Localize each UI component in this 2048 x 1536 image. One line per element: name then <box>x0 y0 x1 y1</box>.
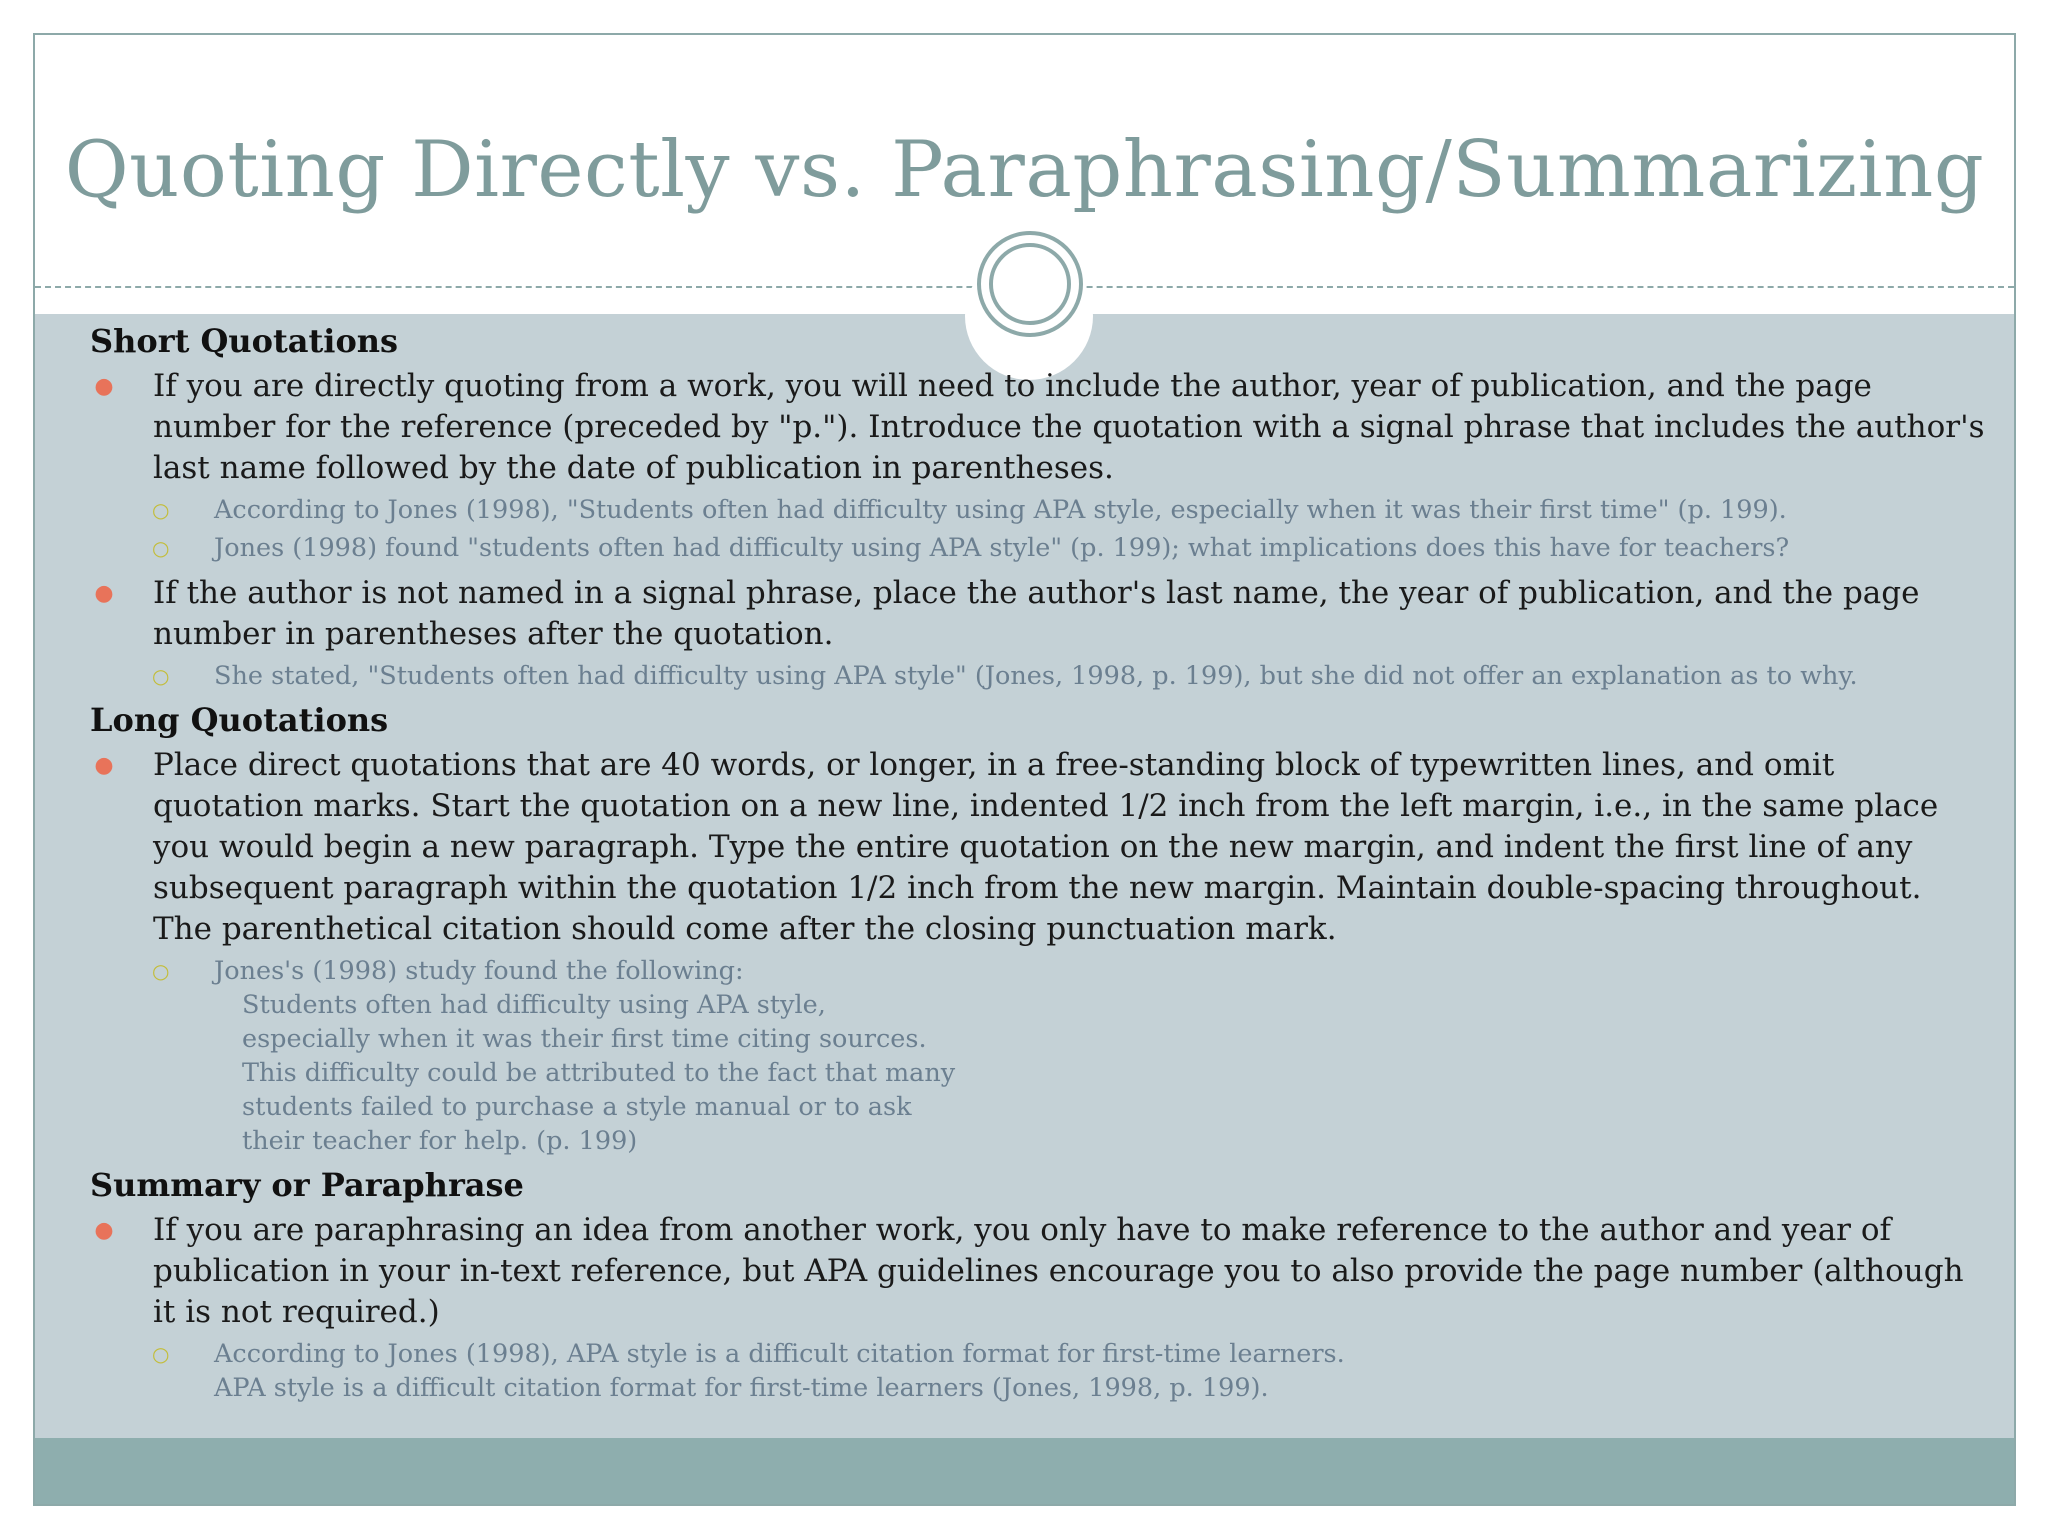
block-quote-line: This difficulty could be attributed to the fact that many <box>242 1058 956 1088</box>
heading-long-quotations: Long Quotations <box>90 701 389 739</box>
footer-band <box>35 1438 2014 1506</box>
sub-bullet-text: She stated, "Students often had difficulty using APA style" (Jones, 1998, p. 199), but she did not offer an explanation as to why. <box>214 661 1858 691</box>
block-quote-line: especially when it was their first time citing sources. <box>242 1024 927 1054</box>
block-quotation <box>214 988 1990 1158</box>
hollow-circle-bullet-icon: ○ <box>152 959 170 983</box>
slide-title: Quoting Directly vs. Paraphrasing/Summarizing <box>64 125 1985 215</box>
filled-circle-bullet-icon: ● <box>94 374 114 399</box>
sub-bullet-text: Jones (1998) found "students often had difficulty using APA style" (p. 199); what implications does this have for teachers? <box>214 533 1790 563</box>
slide-frame <box>33 33 2016 1506</box>
heading-short-quotations: Short Quotations <box>90 322 399 360</box>
block-quote-line: Students often had difficulty using APA style, <box>242 990 826 1020</box>
hollow-circle-bullet-icon: ○ <box>152 498 170 522</box>
sub-bullet-item <box>90 659 1990 693</box>
bullet-item <box>90 745 1990 950</box>
bullet-item <box>90 366 1990 489</box>
slide-body <box>90 318 1990 1405</box>
bullet-item <box>90 573 1990 655</box>
sub-bullet-text: According to Jones (1998), APA style is a difficult citation format for first-time learners. <box>214 1339 1345 1369</box>
filled-circle-bullet-icon: ● <box>94 1218 114 1243</box>
bullet-text: If you are paraphrasing an idea from another work, you only have to make reference to the author and year of publication in your in-text reference, but APA guidelines encourage you to also provide the page number (although it is not required.) <box>153 1212 1964 1330</box>
block-quote-line: students failed to purchase a style manual or to ask <box>242 1092 912 1122</box>
block-quote-line: their teacher for help. (p. 199) <box>242 1126 638 1156</box>
sub-bullet-item <box>90 954 1990 1158</box>
hollow-circle-bullet-icon: ○ <box>152 664 170 688</box>
sub-bullet-item <box>90 493 1990 527</box>
sub-bullet-item <box>90 531 1990 565</box>
sub-bullet-text: APA style is a difficult citation format for first-time learners (Jones, 1998, p. 199). <box>214 1373 1269 1403</box>
hollow-circle-bullet-icon: ○ <box>152 536 170 560</box>
sub-bullet-text: According to Jones (1998), "Students often had difficulty using APA style, especially when it was their first time" (p. 199). <box>214 495 1787 525</box>
heading-summary-paraphrase: Summary or Paraphrase <box>90 1166 524 1204</box>
sub-bullet-text: Jones's (1998) study found the following: <box>214 956 744 986</box>
bullet-text: If you are directly quoting from a work, you will need to include the author, year of publication, and the page number for the reference (preceded by "p."). Introduce the quotation with a signal phrase that includes the author's last name followed by the date of publication in parentheses. <box>153 368 1985 486</box>
hollow-circle-bullet-icon: ○ <box>152 1342 170 1366</box>
bullet-item <box>90 1210 1990 1333</box>
filled-circle-bullet-icon: ● <box>94 753 114 778</box>
bullet-text: If the author is not named in a signal phrase, place the author's last name, the year of publication, and the page number in parentheses after the quotation. <box>153 575 1920 652</box>
bullet-text: Place direct quotations that are 40 words, or longer, in a free-standing block of typewritten lines, and omit quotation marks. Start the quotation on a new line, indented 1/2 inch from the left margin, i.e., in the same place you would begin a new paragraph. Type the entire quotation on the new margin, and indent the first line of any subsequent paragraph within the quotation 1/2 inch from the new margin. Maintain double-spacing throughout. The parenthetical citation should come after the closing punctuation mark. <box>153 747 1939 947</box>
filled-circle-bullet-icon: ● <box>94 581 114 606</box>
inner-ring-icon <box>989 243 1071 325</box>
sub-bullet-item <box>90 1337 1990 1405</box>
